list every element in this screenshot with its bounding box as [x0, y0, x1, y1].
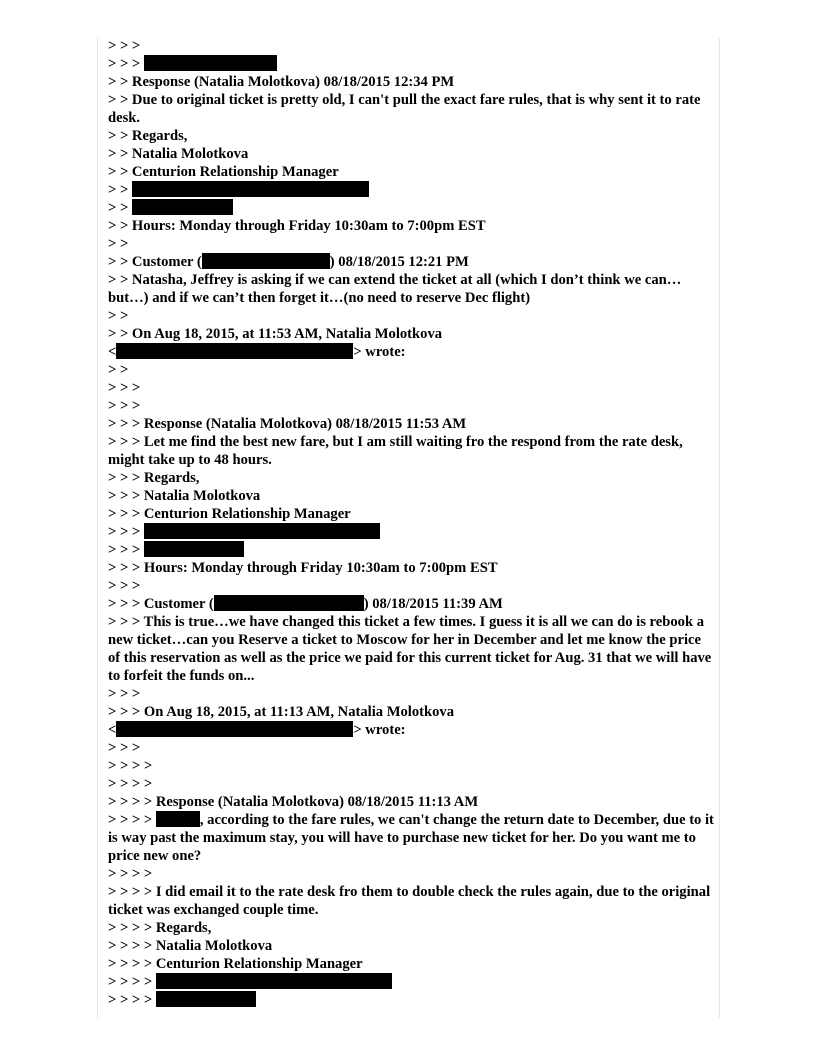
line-text: > > Hours: Monday through Friday 10:30am to 7:00pm EST: [108, 218, 486, 234]
email-line: [108, 937, 714, 955]
line-text-before: > >: [108, 182, 132, 198]
line-text: > > > > Response (Natalia Molotkova) 08/18/2015 11:13 AM: [108, 794, 479, 810]
line-text-after: , according to the fare rules, we can't change the return date to December, due to it is way past the maximum stay, you will have to purchase new ticket for her. Do you want me to price new one?: [108, 812, 718, 864]
redaction-block: [202, 253, 330, 269]
redaction-block: [156, 991, 256, 1007]
line-text: > > > >: [108, 866, 153, 882]
page-margin-right: [719, 38, 720, 1018]
line-text: > > >: [108, 380, 141, 396]
line-text: > > Centurion Relationship Manager: [108, 164, 339, 180]
email-line: [108, 685, 714, 703]
redaction-block: [144, 523, 380, 539]
email-line: [108, 865, 714, 883]
line-text: > > > >: [108, 758, 153, 774]
line-text: > > > Response (Natalia Molotkova) 08/18/2015 11:53 AM: [108, 416, 467, 432]
email-line: [108, 739, 714, 757]
redaction-block: [116, 343, 353, 359]
email-line: [108, 469, 714, 487]
email-line: [108, 541, 714, 559]
email-line: [108, 253, 714, 271]
line-text-before: > > >: [108, 524, 144, 540]
line-text: > > > > Centurion Relationship Manager: [108, 956, 363, 972]
email-line: [108, 55, 714, 73]
line-text-before: > > > >: [108, 812, 156, 828]
line-text: > > > Regards,: [108, 470, 200, 486]
email-line: [108, 307, 714, 325]
email-line: [108, 487, 714, 505]
line-text: > > Response (Natalia Molotkova) 08/18/2015 12:34 PM: [108, 74, 455, 90]
line-text: > >: [108, 308, 129, 324]
line-text-before: > > > Customer (: [108, 596, 214, 612]
email-line: [108, 397, 714, 415]
line-text-before: <: [108, 344, 117, 360]
email-line: [108, 919, 714, 937]
email-line: [108, 343, 714, 361]
redaction-block: [116, 721, 353, 737]
line-text: > > > > Natalia Molotkova: [108, 938, 273, 954]
line-text: > > > Let me find the best new fare, but I am still waiting fro the respond from the rate desk, might take up to 48 hours.: [108, 434, 687, 468]
line-text: > > Natasha, Jeffrey is asking if we can extend the ticket at all (which I don’t think we can…but…) and if we can’t then forget it…(no need to reserve Dec flight): [108, 272, 682, 306]
line-text: > > > On Aug 18, 2015, at 11:13 AM, Natalia Molotkova: [108, 704, 455, 720]
email-line: [108, 73, 714, 91]
line-text: > > On Aug 18, 2015, at 11:53 AM, Natalia Molotkova: [108, 326, 443, 342]
line-text-before: > > > >: [108, 992, 156, 1008]
email-line: [108, 361, 714, 379]
line-text-after: ) 08/18/2015 11:39 AM: [363, 596, 503, 612]
email-line: [108, 703, 714, 721]
line-text: > > > > I did email it to the rate desk fro them to double check the rules again, due to the original ticket was exchanged couple time.: [108, 884, 714, 918]
email-line: [108, 973, 714, 991]
email-line: [108, 523, 714, 541]
redaction-block: [214, 595, 364, 611]
email-line: [108, 325, 714, 343]
line-text-before: <: [108, 722, 117, 738]
email-line: [108, 217, 714, 235]
email-line: [108, 577, 714, 595]
email-line: [108, 613, 714, 685]
email-line: [108, 271, 714, 307]
email-line: [108, 793, 714, 811]
redaction-block: [144, 541, 244, 557]
line-text: > > >: [108, 686, 141, 702]
line-text-before: > >: [108, 200, 132, 216]
email-line: [108, 433, 714, 469]
email-line: [108, 199, 714, 217]
line-text-after: ) 08/18/2015 12:21 PM: [329, 254, 469, 270]
line-text: > > >: [108, 740, 141, 756]
redaction-block: [156, 973, 392, 989]
page-margin-left: [97, 38, 98, 1018]
line-text-after: > wrote:: [353, 344, 406, 360]
email-thread-body: [108, 37, 718, 1009]
line-text: > > > Natalia Molotkova: [108, 488, 261, 504]
line-text-before: > > Customer (: [108, 254, 202, 270]
email-line: [108, 145, 714, 163]
line-text: > > > This is true…we have changed this ticket a few times. I guess it is all we can do is rebook a new ticket…can you Reserve a ticket to Moscow for her in December and let me know the price of this reservation as well as the price we paid for this current ticket for Aug. 31 that we will have to forfeit the funds on...: [108, 614, 715, 684]
email-line: [108, 91, 714, 127]
email-line: [108, 757, 714, 775]
email-line: [108, 127, 714, 145]
email-line: [108, 235, 714, 253]
email-line: [108, 559, 714, 577]
redaction-block: [132, 181, 369, 197]
line-text: > >: [108, 362, 129, 378]
line-text: > > > Hours: Monday through Friday 10:30am to 7:00pm EST: [108, 560, 498, 576]
email-line: [108, 991, 714, 1009]
line-text-before: > > >: [108, 542, 144, 558]
email-line: [108, 415, 714, 433]
email-line: [108, 955, 714, 973]
line-text-after: > wrote:: [353, 722, 406, 738]
email-line: [108, 505, 714, 523]
line-text-before: > > > >: [108, 974, 156, 990]
email-line: [108, 595, 714, 613]
line-text: > > Due to original ticket is pretty old, I can't pull the exact fare rules, that is why sent it to rate desk.: [108, 92, 705, 126]
line-text: > > >: [108, 38, 141, 54]
email-line: [108, 883, 714, 919]
line-text: > > > Centurion Relationship Manager: [108, 506, 351, 522]
line-text-before: > > >: [108, 56, 144, 72]
email-line: [108, 37, 714, 55]
email-line: [108, 721, 714, 739]
email-line: [108, 379, 714, 397]
email-line: [108, 775, 714, 793]
email-line: [108, 181, 714, 199]
redaction-block: [132, 199, 233, 215]
line-text: > >: [108, 236, 129, 252]
redaction-block: [156, 811, 200, 827]
line-text: > > > >: [108, 776, 153, 792]
line-text: > > > > Regards,: [108, 920, 212, 936]
email-line: [108, 811, 718, 865]
line-text: > > >: [108, 578, 141, 594]
line-text: > > >: [108, 398, 141, 414]
line-text: > > Natalia Molotkova: [108, 146, 249, 162]
line-text: > > Regards,: [108, 128, 188, 144]
email-line: [108, 163, 714, 181]
redaction-block: [144, 55, 277, 71]
